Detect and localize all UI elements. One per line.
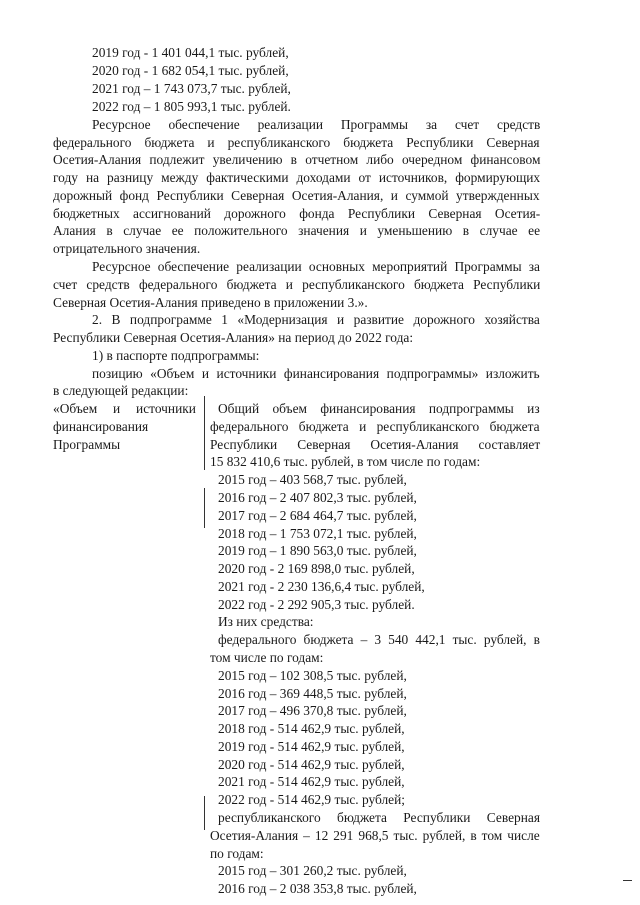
paragraph-line: 2. В подпрограмме 1 «Модернизация и развитие дорожного хозяйства <box>92 312 540 327</box>
table-right-line: Осетия-Алания – 12 291 968,5 тыс. рублей, в том числе <box>210 828 540 843</box>
table-left-label: финансирования <box>53 419 149 434</box>
year-line: 2018 год - 514 462,9 тыс. рублей, <box>218 721 405 736</box>
list-item: 1) в паспорте подпрограммы: <box>92 348 260 363</box>
paragraph-line: отрицательного значения. <box>53 241 201 256</box>
year-line: 2016 год – 2 038 353,8 тыс. рублей, <box>218 881 417 896</box>
year-line: 2015 год – 403 568,7 тыс. рублей, <box>218 472 407 487</box>
year-line: 2019 год - 1 401 044,1 тыс. рублей, <box>92 45 289 60</box>
paragraph-line: бюджетных ассигнований дорожного фонда Республики Северная Осетия- <box>53 206 541 221</box>
year-line: 2020 год - 2 169 898,0 тыс. рублей, <box>218 561 415 576</box>
year-line: 2022 год – 1 805 993,1 тыс. рублей. <box>92 99 291 114</box>
table-right-line: федерального бюджета и республиканского бюджета <box>210 419 540 434</box>
table-left-label: Программы <box>53 437 121 452</box>
year-line: 2022 год - 514 462,9 тыс. рублей; <box>218 792 405 807</box>
year-line: 2017 год – 2 684 464,7 тыс. рублей, <box>218 508 417 523</box>
paragraph-line: в следующей редакции: <box>53 383 189 398</box>
table-divider <box>204 796 205 830</box>
year-line: 2021 год – 1 743 073,7 тыс. рублей, <box>92 81 291 96</box>
year-line: 2021 год - 514 462,9 тыс. рублей, <box>218 774 405 789</box>
year-line: 2019 год - 514 462,9 тыс. рублей, <box>218 739 405 754</box>
paragraph-line: позицию «Объем и источники финансирования подпрограммы» изложить <box>92 366 540 381</box>
paragraph-line: Северная Осетия-Алания приведено в приложении 3.». <box>53 295 368 310</box>
table-right-line: республиканского бюджета Республики Северная <box>218 810 540 825</box>
year-line: 2019 год – 1 890 563,0 тыс. рублей, <box>218 543 417 558</box>
year-line: 2016 год – 369 448,5 тыс. рублей, <box>218 686 407 701</box>
paragraph-line: Ресурсное обеспечение реализации Программы за счет средств <box>92 117 541 132</box>
table-right-line: по годам: <box>210 846 264 861</box>
table-divider <box>204 488 205 528</box>
paragraph-line: дорожный фонд Республики Северная Осетия-Алания, и суммой утвержденных <box>53 188 540 203</box>
table-divider <box>204 396 205 470</box>
paragraph-line: Республики Северная Осетия-Алания» на период до 2022 года: <box>53 330 414 345</box>
table-right-line: федерального бюджета – 3 540 442,1 тыс. рублей, в <box>218 632 540 647</box>
table-right-line: 15 832 410,6 тыс. рублей, в том числе по годам: <box>210 454 481 469</box>
paragraph-line: Алания в случае ее положительного значения и уменьшению в случае ее <box>53 223 541 238</box>
table-right-line: Общий объем финансирования подпрограммы из <box>218 401 540 416</box>
year-line: 2015 год – 102 308,5 тыс. рублей, <box>218 668 407 683</box>
page-edge-mark <box>623 880 632 881</box>
year-line: 2020 год - 514 462,9 тыс. рублей, <box>218 757 405 772</box>
year-line: 2016 год – 2 407 802,3 тыс. рублей, <box>218 490 417 505</box>
year-line: 2017 год – 496 370,8 тыс. рублей, <box>218 703 407 718</box>
year-line: 2021 год - 2 230 136,6,4 тыс. рублей, <box>218 579 425 594</box>
table-right-line: том числе по годам: <box>210 650 324 665</box>
paragraph-line: счет средств федерального бюджета и республиканского бюджета Республики <box>53 277 541 292</box>
table-right-line: Из них средства: <box>218 614 314 629</box>
year-line: 2015 год – 301 260,2 тыс. рублей, <box>218 863 407 878</box>
paragraph-line: Ресурсное обеспечение реализации основных мероприятий Программы за <box>92 259 540 274</box>
year-line: 2020 год - 1 682 054,1 тыс. рублей, <box>92 63 289 78</box>
year-line: 2018 год – 1 753 072,1 тыс. рублей, <box>218 526 417 541</box>
table-left-label: «Объем и источники <box>53 401 196 416</box>
paragraph-line: федерального бюджета и республиканского бюджета Республики Северная <box>53 135 540 150</box>
year-line: 2022 год - 2 292 905,3 тыс. рублей. <box>218 597 415 612</box>
paragraph-line: Осетия-Алания подлежит увеличению в отчетном либо очередном финансовом <box>53 152 541 167</box>
paragraph-line: году на разницу между фактическими доходами от источников, формирующих <box>53 170 541 185</box>
table-right-line: Республики Северная Осетия-Алания составляет <box>210 437 541 452</box>
